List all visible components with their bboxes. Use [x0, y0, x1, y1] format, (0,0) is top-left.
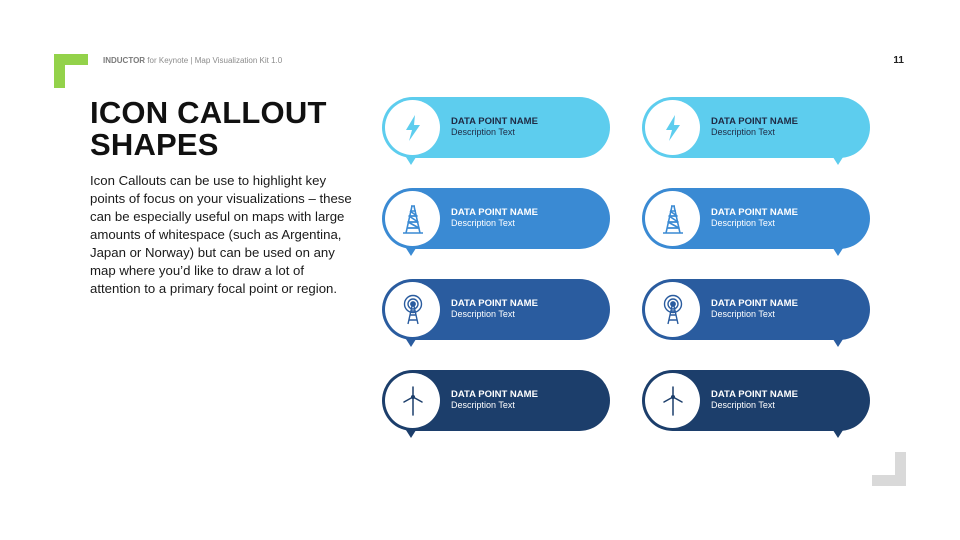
corner-accent-bottom-right — [872, 452, 906, 486]
header-brand: INDUCTOR — [103, 56, 146, 65]
callout-tail — [831, 336, 845, 347]
callout-8 — [642, 370, 870, 431]
callout-description: Description Text — [711, 218, 775, 228]
callout-tail — [404, 427, 418, 438]
wind-turbine-icon — [396, 384, 430, 418]
callout-4 — [642, 188, 870, 249]
callout-label: DATA POINT NAME — [711, 116, 798, 127]
callout-6 — [642, 279, 870, 340]
callout-tail — [404, 154, 418, 165]
page-title — [90, 97, 350, 161]
callout-label: DATA POINT NAME — [711, 298, 798, 309]
oil-derrick-icon — [396, 202, 430, 236]
callout-label: DATA POINT NAME — [451, 207, 538, 218]
page-title-line-2: SHAPES — [90, 127, 219, 162]
corner-accent-top-left — [54, 54, 88, 88]
page-title-line-1: ICON CALLOUT — [90, 95, 327, 130]
callout-label: DATA POINT NAME — [451, 298, 538, 309]
lightning-bolt-icon — [656, 111, 690, 145]
callout-2 — [642, 97, 870, 158]
icon-circle — [645, 373, 700, 428]
header-subtitle: for Keynote | Map Visualization Kit 1.0 — [145, 56, 283, 65]
callout-tail — [831, 154, 845, 165]
callout-description: Description Text — [451, 400, 515, 410]
header — [103, 56, 282, 65]
callout-5 — [382, 279, 610, 340]
icon-circle — [385, 282, 440, 337]
icon-circle — [385, 373, 440, 428]
icon-circle — [645, 100, 700, 155]
callout-tail — [404, 245, 418, 256]
callout-description: Description Text — [451, 127, 515, 137]
callout-description: Description Text — [451, 309, 515, 319]
callout-label: DATA POINT NAME — [451, 116, 538, 127]
callout-label: DATA POINT NAME — [711, 389, 798, 400]
lightning-bolt-icon — [396, 111, 430, 145]
callout-3 — [382, 188, 610, 249]
radio-tower-icon — [396, 293, 430, 327]
icon-circle — [645, 191, 700, 246]
body-text: Icon Callouts can be use to highlight key points of focus on your visualizations – these can be especially useful on maps with large amounts of whitespace (such as Argentina, Japan or Norway) but can be used on any map where you’d like to draw a lot of attention to a primary focal point or region. — [90, 173, 352, 296]
callout-description: Description Text — [711, 127, 775, 137]
wind-turbine-icon — [656, 384, 690, 418]
callout-7 — [382, 370, 610, 431]
callout-1 — [382, 97, 610, 158]
callout-tail — [831, 245, 845, 256]
callout-description: Description Text — [711, 309, 775, 319]
callout-description: Description Text — [451, 218, 515, 228]
callout-tail — [831, 427, 845, 438]
page-number: 11 — [893, 55, 904, 66]
callout-description: Description Text — [711, 400, 775, 410]
oil-derrick-icon — [656, 202, 690, 236]
icon-circle — [385, 191, 440, 246]
callout-tail — [404, 336, 418, 347]
radio-tower-icon — [656, 293, 690, 327]
callout-label: DATA POINT NAME — [711, 207, 798, 218]
icon-circle — [645, 282, 700, 337]
icon-circle — [385, 100, 440, 155]
callout-label: DATA POINT NAME — [451, 389, 538, 400]
